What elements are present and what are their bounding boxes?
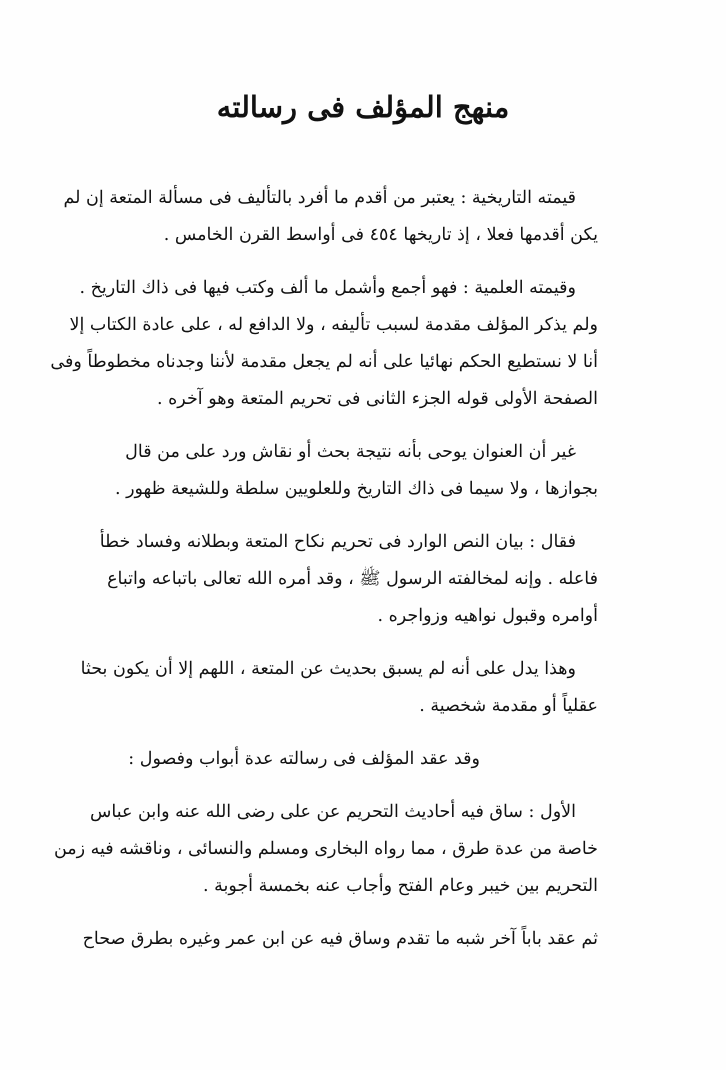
page-title: منهج المؤلف فى رسالته <box>216 90 510 124</box>
text-line: أوامره وقبول نواهيه وزواجره . <box>377 606 598 626</box>
text-line: وقد عقد المؤلف فى رسالته عدة أبواب وفصول : <box>128 749 480 769</box>
paragraph-author-said <box>99 524 598 635</box>
text-line: عقلياً أو مقدمة شخصية . <box>419 696 598 716</box>
body-text <box>50 180 598 974</box>
text-line: أنا لا نستطيع الحكم نهائيا على أنه لم يجعل مقدمة لأننا وجدناه مخطوطاً وفى <box>50 352 598 372</box>
text-line: يكن أقدمها فعلا ، إذ تاريخها ٤٥٤ فى أواسط القرن الخامس . <box>163 225 598 245</box>
text-line: وهذا يدل على أنه لم يسبق بحديث عن المتعة ، اللهم إلا أن يكون بحثا <box>80 659 576 679</box>
paragraph-second-chapter <box>82 921 598 958</box>
paragraph-indicates <box>80 651 598 725</box>
text-line: قيمته التاريخية : يعتبر من أقدم ما أفرد بالتأليف فى مسألة المتعة إن لم <box>63 188 576 208</box>
text-line: فاعله . وإنه لمخالفته الرسول ﷺ ، وقد أمره الله تعالى باتباعه واتباع <box>107 569 598 589</box>
text-line: الأول : ساق فيه أحاديث التحريم عن على رضى الله عنه وابن عباس <box>90 802 576 822</box>
text-line: ولم يذكر المؤلف مقدمة لسبب تأليفه ، ولا الدافع له ، على عادة الكتاب إلا <box>69 315 598 335</box>
text-line: ثم عقد باباً آخر شبه ما تقدم وساق فيه عن ابن عمر وغيره بطرق صحاح <box>82 929 598 949</box>
text-line: خاصة من عدة طرق ، مما رواه البخارى ومسلم والنسائى ، وناقشه فيه زمن <box>53 839 598 859</box>
paragraph-title-suggests <box>114 434 598 508</box>
text-line: غير أن العنوان يوحى بأنه نتيجة بحث أو نقاش ورد على من قال <box>125 442 576 462</box>
text-line: وقيمته العلمية : فهو أجمع وأشمل ما ألف وكتب فيها فى ذاك التاريخ . <box>79 278 576 298</box>
paragraph-scholarly-value <box>50 270 598 418</box>
text-line: الصفحة الأولى قوله الجزء الثانى فى تحريم المتعة وهو آخره . <box>157 389 598 409</box>
text-line: بجوازها ، ولا سيما فى ذاك التاريخ وللعلويين سلطة وللشيعة ظهور . <box>114 479 598 499</box>
text-line: التحريم بين خيبر وعام الفتح وأجاب عنه بخمسة أجوبة . <box>202 876 598 896</box>
text-line: فقال : بيان النص الوارد فى تحريم نكاح المتعة وبطلانه وفساد خطأ <box>99 532 576 552</box>
paragraph-chapters-intro <box>130 741 598 778</box>
paragraph-historical-value <box>63 180 598 254</box>
paragraph-first-chapter <box>53 794 598 905</box>
